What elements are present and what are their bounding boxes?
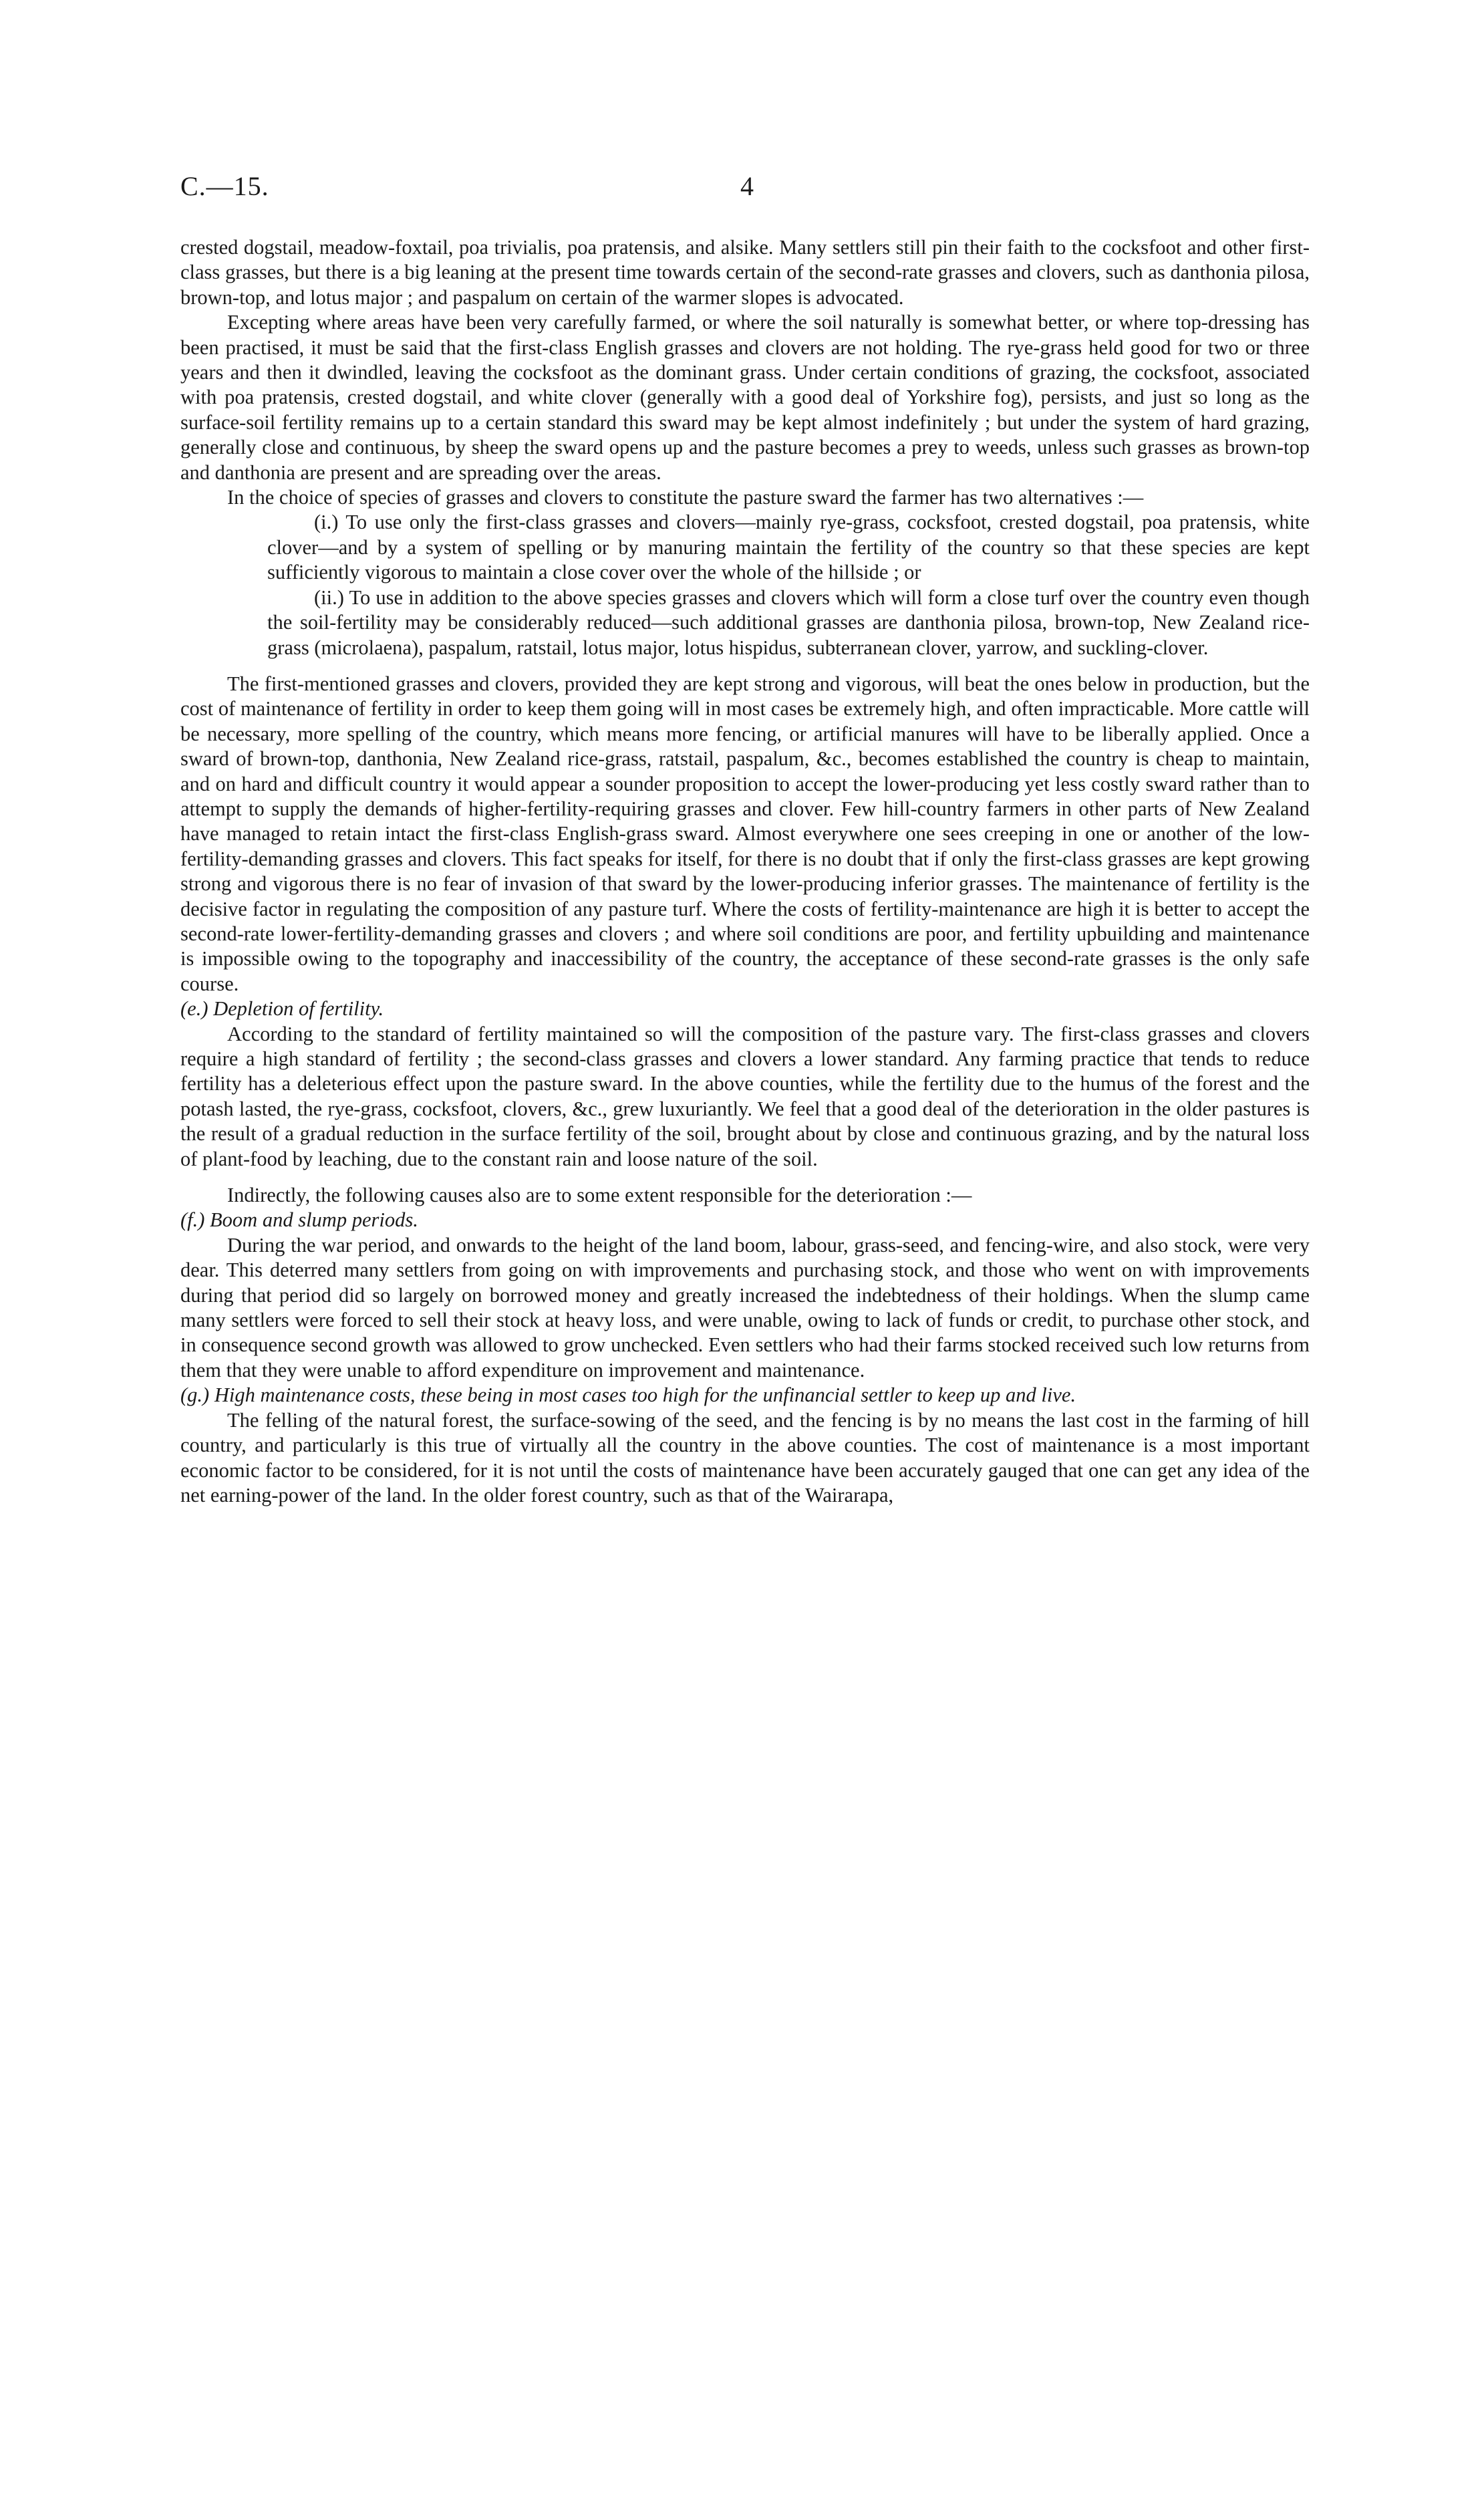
list-item-alternative-i: (i.) To use only the first-class grasses and clovers—mainly rye-grass, cocksfoot, crested dogstail, poa pratensis, white clover—and by a system of spelling or by manuring maintain the fertility of the country so that these species are kept sufficiently vigorous to maintain a close cover over the whole of the hillside ; or	[267, 511, 1310, 584]
paragraph: Excepting where areas have been very carefully farmed, or where the soil naturally is somewhat better, or where top-dressing has been practised, it must be said that the first-class English grasses and clovers are not holding. The rye-grass held good for two or three years and then it dwindled, leaving the cocksfoot as the dominant grass. Under certain conditions of grazing, the cocksfoot, associated with poa pratensis, crested dogstail, and white clover (generally with a good deal of Yorkshire fog), persists, and just so long as the surface-soil fertility remains up to a certain standard this sward may be kept almost indefinitely ; but under the system of hard grazing, generally close and continuous, by sheep the sward opens up and the pasture becomes a prey to weeds, unless such grasses as brown-top and danthonia are present and are spreading over the areas.	[180, 311, 1310, 484]
section-label: (f.)	[180, 1208, 205, 1232]
paragraph: The felling of the natural forest, the surface-sowing of the seed, and the fencing is by no means the last cost in the farming of hill country, and particularly is this true of virtually all the country in the above counties. The cost of maintenance is a most important economic factor to be considered, for it is not until the costs of maintenance have been accurately gauged that one can get any idea of the net earning-power of the land. In the older forest country, such as that of the Wairarapa,	[180, 1408, 1310, 1506]
list-item-alternative-ii: (ii.) To use in addition to the above species grasses and clovers which will form a close turf over the country even though the soil-fertility may be considerably reduced—such additional grasses are danthonia pilosa, brown-top, New Zealand rice-grass (microlaena), paspalum, ratstail, lotus major, lotus hispidus, subterranean clover, yarrow, and suckling-clover.	[267, 585, 1310, 659]
paragraph: According to the standard of fertility maintained so will the composition of the pasture vary. The first-class grasses and clovers require a high standard of fertility ; the second-class grasses and clovers a lower standard. Any farming practice that tends to reduce fertility has a deleterious effect upon the pasture sward. In the above counties, while the fertility due to the humus of the forest and the potash lasted, the rye-grass, cocksfoot, clovers, &c., grew luxuriantly. We feel that a good deal of the deterioration in the older pastures is the result of a gradual reduction in the surface fertility of the soil, brought about by close and continuous grazing, and by the natural loss of plant-food by leaching, due to the constant rain and loose nature of the soil.	[180, 1022, 1310, 1170]
paragraph: During the war period, and onwards to the height of the land boom, labour, grass-seed, and fencing-wire, and also stock, were very dear. This deterred many settlers from going on with improvements and purchasing stock, and those who went on with improvements during that period did so largely on borrowed money and greatly increased the indebtedness of their holdings. When the slump came many settlers were forced to sell their stock at heavy loss, and were unable, owing to lack of funds or credit, to purchase other stock, and in consequence second growth was allowed to grow unchecked. Even settlers who had their farms stocked received such low returns from them that they were unable to afford expenditure on improvement and maintenance.	[180, 1233, 1310, 1382]
section-heading-g	[180, 1383, 1310, 1408]
body-text	[180, 235, 1310, 1508]
section-title: Depletion of fertility.	[213, 997, 384, 1021]
section-heading-f	[180, 1208, 1310, 1232]
section-label: (e.)	[180, 997, 208, 1021]
document-reference: C.—15.	[180, 171, 269, 201]
section-title: Boom and slump periods.	[210, 1208, 418, 1232]
page-header	[180, 170, 1310, 211]
section-title: High maintenance costs, these being in most cases too high for the unfinancial settler to keep up and live.	[214, 1384, 1076, 1407]
paragraph: Indirectly, the following causes also are to some extent responsible for the deterioration :—	[227, 1184, 972, 1207]
paragraph: In the choice of species of grasses and clovers to constitute the pasture sward the farmer has two alternatives :—	[227, 486, 1144, 509]
section-label: (g.)	[180, 1384, 210, 1407]
page-number: 4	[740, 171, 754, 201]
section-heading-e	[180, 997, 1310, 1021]
paragraph: The first-mentioned grasses and clovers, provided they are kept strong and vigorous, will beat the ones below in production, but the cost of maintenance of fertility in order to keep them going will in most cases be extremely high, and often impracticable. More cattle will be necessary, more spelling of the country, which means more fencing, or artificial manures will have to be liberally applied. Once a sward of brown-top, danthonia, New Zealand rice-grass, ratstail, paspalum, &c., becomes established the country is cheap to maintain, and on hard and difficult country it would appear a sounder proposition to accept the lower-producing yet less costly sward rather than to attempt to supply the demands of higher-fertility-requiring grasses and clover. Few hill-country farmers in other parts of New Zealand have managed to retain intact the first-class English-grass sward. Almost everywhere one sees creeping in one or another of the low-fertility-demanding grasses and clovers. This fact speaks for itself, for there is no doubt that if only the first-class grasses are kept growing strong and vigorous there is no fear of invasion of that sward by the lower-producing inferior grasses. The maintenance of fertility is the decisive factor in regulating the composition of any pasture turf. Where the costs of fertility-maintenance are high it is better to accept the second-rate lower-fertility-demanding grasses and clovers ; and where soil conditions are poor, and fertility upbuilding and maintenance is impossible owing to the topography and inaccessibility of the country, the acceptance of these second-rate grasses is the only safe course.	[180, 672, 1310, 995]
paragraph: crested dogstail, meadow-foxtail, poa trivialis, poa pratensis, and alsike. Many settlers still pin their faith to the cocksfoot and other first-class grasses, but there is a big leaning at the present time towards certain of the second-rate grasses and clovers, such as danthonia pilosa, brown-top, and lotus major ; and paspalum on certain of the warmer slopes is advocated.	[180, 236, 1310, 309]
